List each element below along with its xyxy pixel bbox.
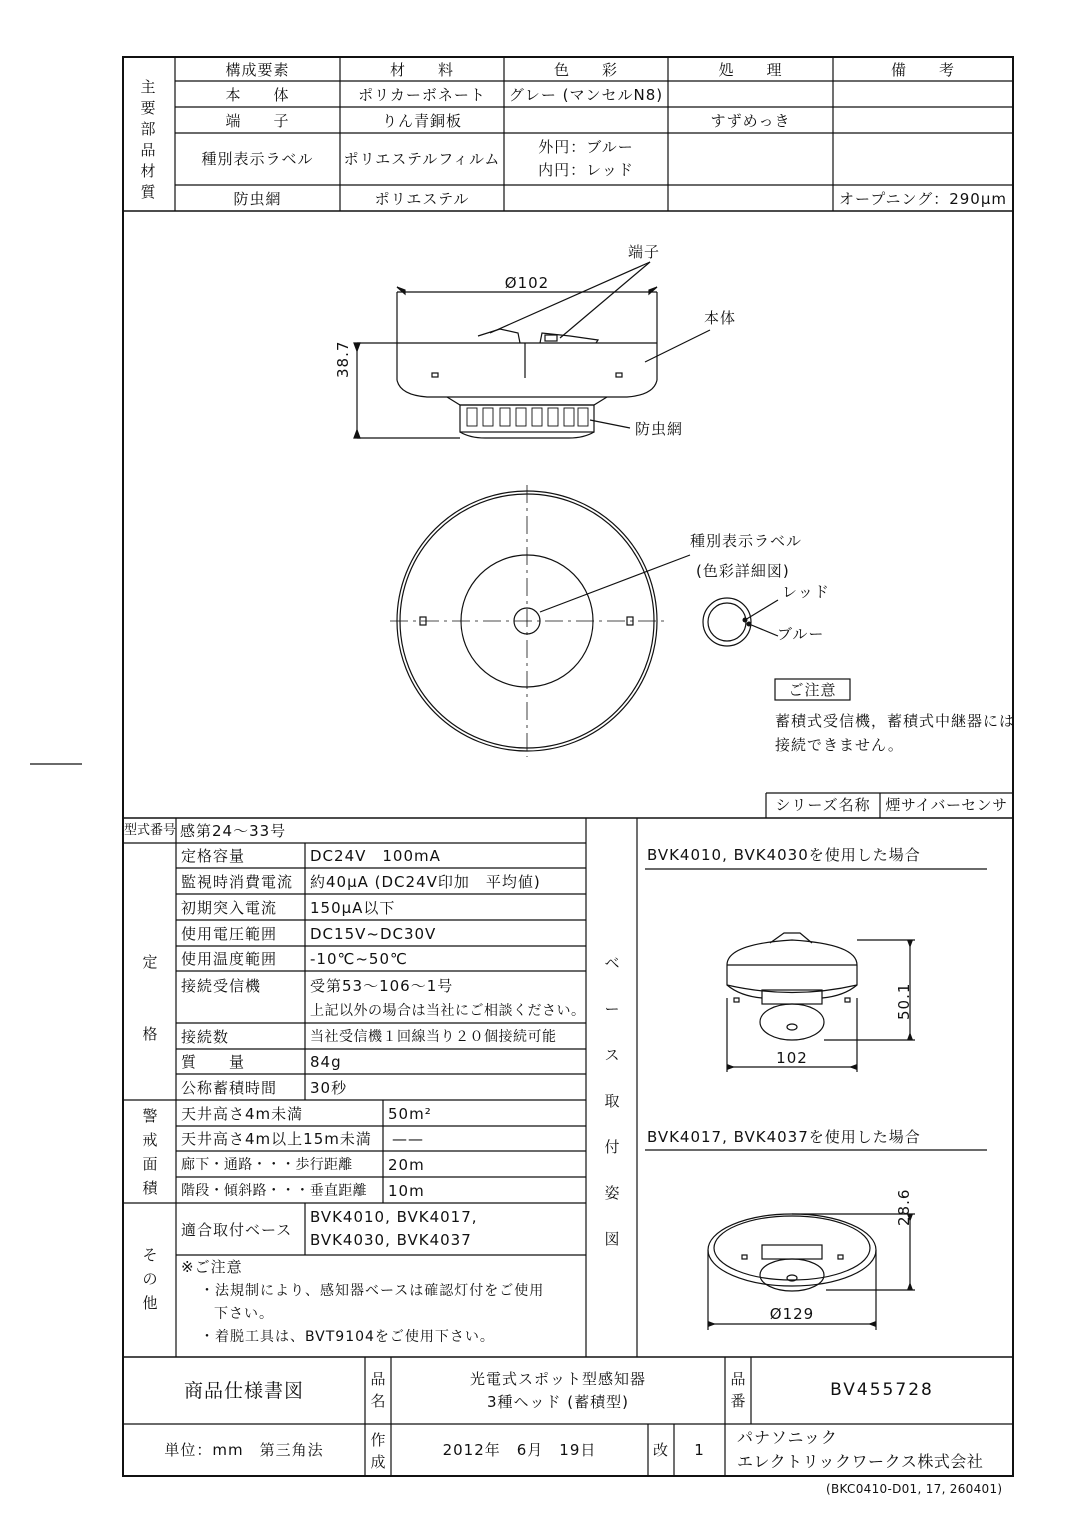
row-body-element: 本 体 bbox=[225, 86, 290, 104]
dim-height: 38.7 bbox=[334, 340, 352, 378]
rating-val-8: 30秒 bbox=[310, 1079, 348, 1097]
notice-title: ご注意 bbox=[788, 681, 837, 699]
row-label-material: ポリエステルフィルム bbox=[343, 150, 501, 168]
name-label: 品名 bbox=[370, 1370, 386, 1410]
base-fig-side-label: ベース取付姿図 bbox=[604, 954, 620, 1248]
header-note: 備 考 bbox=[890, 61, 955, 79]
rating-key-4: 使用温度範囲 bbox=[181, 950, 278, 968]
header-color: 色 彩 bbox=[553, 61, 618, 79]
doc-type: 商品仕様書図 bbox=[183, 1380, 304, 1402]
rating-val-6: 当社受信機１回線当り２０個接続可能 bbox=[310, 1029, 557, 1045]
rating-val-5: 受第53～106～1号 bbox=[310, 977, 454, 995]
top-view-drawing bbox=[390, 485, 778, 757]
label-body: 本体 bbox=[704, 309, 737, 327]
rating-key-5: 接続受信機 bbox=[181, 977, 262, 995]
row-body-color: グレー (マンセルN8) bbox=[508, 86, 664, 104]
case1-height: 50.1 bbox=[895, 982, 913, 1020]
area-val-3: 10m bbox=[388, 1182, 425, 1200]
revision-label: 改 bbox=[652, 1441, 669, 1459]
rating-key-3: 使用電圧範囲 bbox=[181, 925, 278, 943]
note-3: ・着脱工具は、BVT9104をご使用下さい。 bbox=[200, 1329, 495, 1345]
case1-title: BVK4010, BVK4030を使用した場合 bbox=[647, 846, 921, 864]
name-line2: 3種ヘッド (蓄積型) bbox=[486, 1393, 630, 1411]
header-treatment: 処 理 bbox=[718, 61, 783, 79]
case2-width: Ø129 bbox=[769, 1305, 815, 1323]
row-terminal-element: 端 子 bbox=[225, 112, 290, 130]
base-line1: BVK4010, BVK4017, bbox=[310, 1208, 478, 1226]
materials-side-label: 主要部品材質 bbox=[140, 78, 156, 201]
row-label-color-outer: 外円：ブルー bbox=[538, 138, 634, 156]
rating-val-7: 84g bbox=[310, 1053, 342, 1071]
row-body-material: ポリカーボネート bbox=[358, 86, 486, 104]
series-value: 煙サイバーセンサ bbox=[885, 796, 1008, 814]
case1-width: 102 bbox=[776, 1049, 808, 1067]
row-screen-note: オープニング：290μm bbox=[839, 190, 1007, 208]
row-screen-element: 防虫網 bbox=[233, 190, 282, 208]
model-label: 型式番号 bbox=[124, 823, 177, 838]
notice-line2: 接続できません。 bbox=[775, 736, 904, 754]
rating-key-2: 初期突入電流 bbox=[181, 899, 278, 917]
label-screen: 防虫網 bbox=[635, 420, 684, 438]
rating-val-5b: 上記以外の場合は当社にご相談ください。 bbox=[310, 1003, 586, 1019]
model-value: 感第24～33号 bbox=[180, 822, 287, 840]
rating-val-1: 約40μA (DC24V印加 平均値) bbox=[310, 873, 541, 891]
created-date: 2012年 6月 19日 bbox=[442, 1441, 597, 1459]
row-label-element: 種別表示ラベル bbox=[201, 150, 314, 168]
number-label: 品番 bbox=[730, 1370, 746, 1410]
area-key-0: 天井高さ4m未満 bbox=[181, 1105, 304, 1123]
rating-val-2: 150μA以下 bbox=[310, 899, 396, 917]
base-label: 適合取付ベース bbox=[181, 1221, 293, 1239]
row-terminal-material: りん青銅板 bbox=[381, 112, 462, 130]
unit-projection: 単位：mm 第三角法 bbox=[164, 1441, 324, 1459]
row-screen-material: ポリエステル bbox=[374, 190, 470, 208]
area-label: 警戒面積 bbox=[142, 1107, 158, 1197]
product-number: BV455728 bbox=[830, 1380, 934, 1400]
area-key-1: 天井高さ4m以上15m未満 bbox=[181, 1130, 372, 1148]
area-key-3: 階段・傾斜路・・・垂直距離 bbox=[181, 1183, 367, 1199]
other-label: その他 bbox=[142, 1246, 158, 1312]
rating-key-8: 公称蓄積時間 bbox=[181, 1079, 278, 1097]
header-element: 構成要素 bbox=[225, 61, 290, 79]
company-line1: パナソニック bbox=[737, 1428, 838, 1447]
label-blue: ブルー bbox=[777, 625, 825, 643]
label-terminal: 端子 bbox=[628, 243, 661, 261]
row-label-color-inner: 内円：レッド bbox=[538, 161, 634, 179]
rating-key-0: 定格容量 bbox=[181, 847, 246, 865]
rating-val-4: -10℃~50℃ bbox=[310, 950, 408, 968]
label-red: レッド bbox=[782, 583, 830, 601]
label-type-sub: (色彩詳細図) bbox=[696, 562, 790, 580]
notice-line1: 蓄積式受信機，蓄積式中継器には bbox=[775, 712, 1016, 730]
revision-number: 1 bbox=[694, 1441, 705, 1459]
area-val-2: 20m bbox=[388, 1156, 425, 1174]
base-line2: BVK4030, BVK4037 bbox=[310, 1231, 472, 1249]
label-type: 種別表示ラベル bbox=[690, 532, 803, 550]
case2-height: 28.6 bbox=[895, 1188, 913, 1226]
area-val-0: 50m² bbox=[388, 1105, 432, 1123]
dim-diameter: Ø102 bbox=[504, 274, 550, 292]
case2-title: BVK4017, BVK4037を使用した場合 bbox=[647, 1128, 921, 1146]
header-material: 材 料 bbox=[389, 61, 454, 79]
name-line1: 光電式スポット型感知器 bbox=[469, 1370, 646, 1388]
series-label: シリーズ名称 bbox=[775, 796, 871, 814]
created-label: 作成 bbox=[370, 1431, 386, 1471]
area-val-1: —— bbox=[392, 1130, 424, 1148]
note-1: ・法規制により、感知器ベースは確認灯付をご使用 bbox=[200, 1283, 545, 1299]
rating-label: 定格 bbox=[142, 953, 158, 1043]
rating-key-6: 接続数 bbox=[181, 1028, 230, 1046]
note-2: 下さい。 bbox=[214, 1306, 274, 1322]
rating-val-0: DC24V 100mA bbox=[310, 847, 441, 865]
rating-key-7: 質 量 bbox=[181, 1053, 246, 1071]
rating-val-3: DC15V~DC30V bbox=[310, 925, 437, 943]
company-line2: エレクトリックワークス株式会社 bbox=[737, 1452, 984, 1471]
row-terminal-treatment: すずめっき bbox=[710, 112, 791, 130]
rating-key-1: 監視時消費電流 bbox=[181, 873, 294, 891]
form-code: (BKC0410-D01, 17, 260401) bbox=[826, 1482, 1003, 1496]
area-key-2: 廊下・通路・・・歩行距離 bbox=[181, 1157, 353, 1173]
note-0: ※ご注意 bbox=[181, 1258, 243, 1276]
